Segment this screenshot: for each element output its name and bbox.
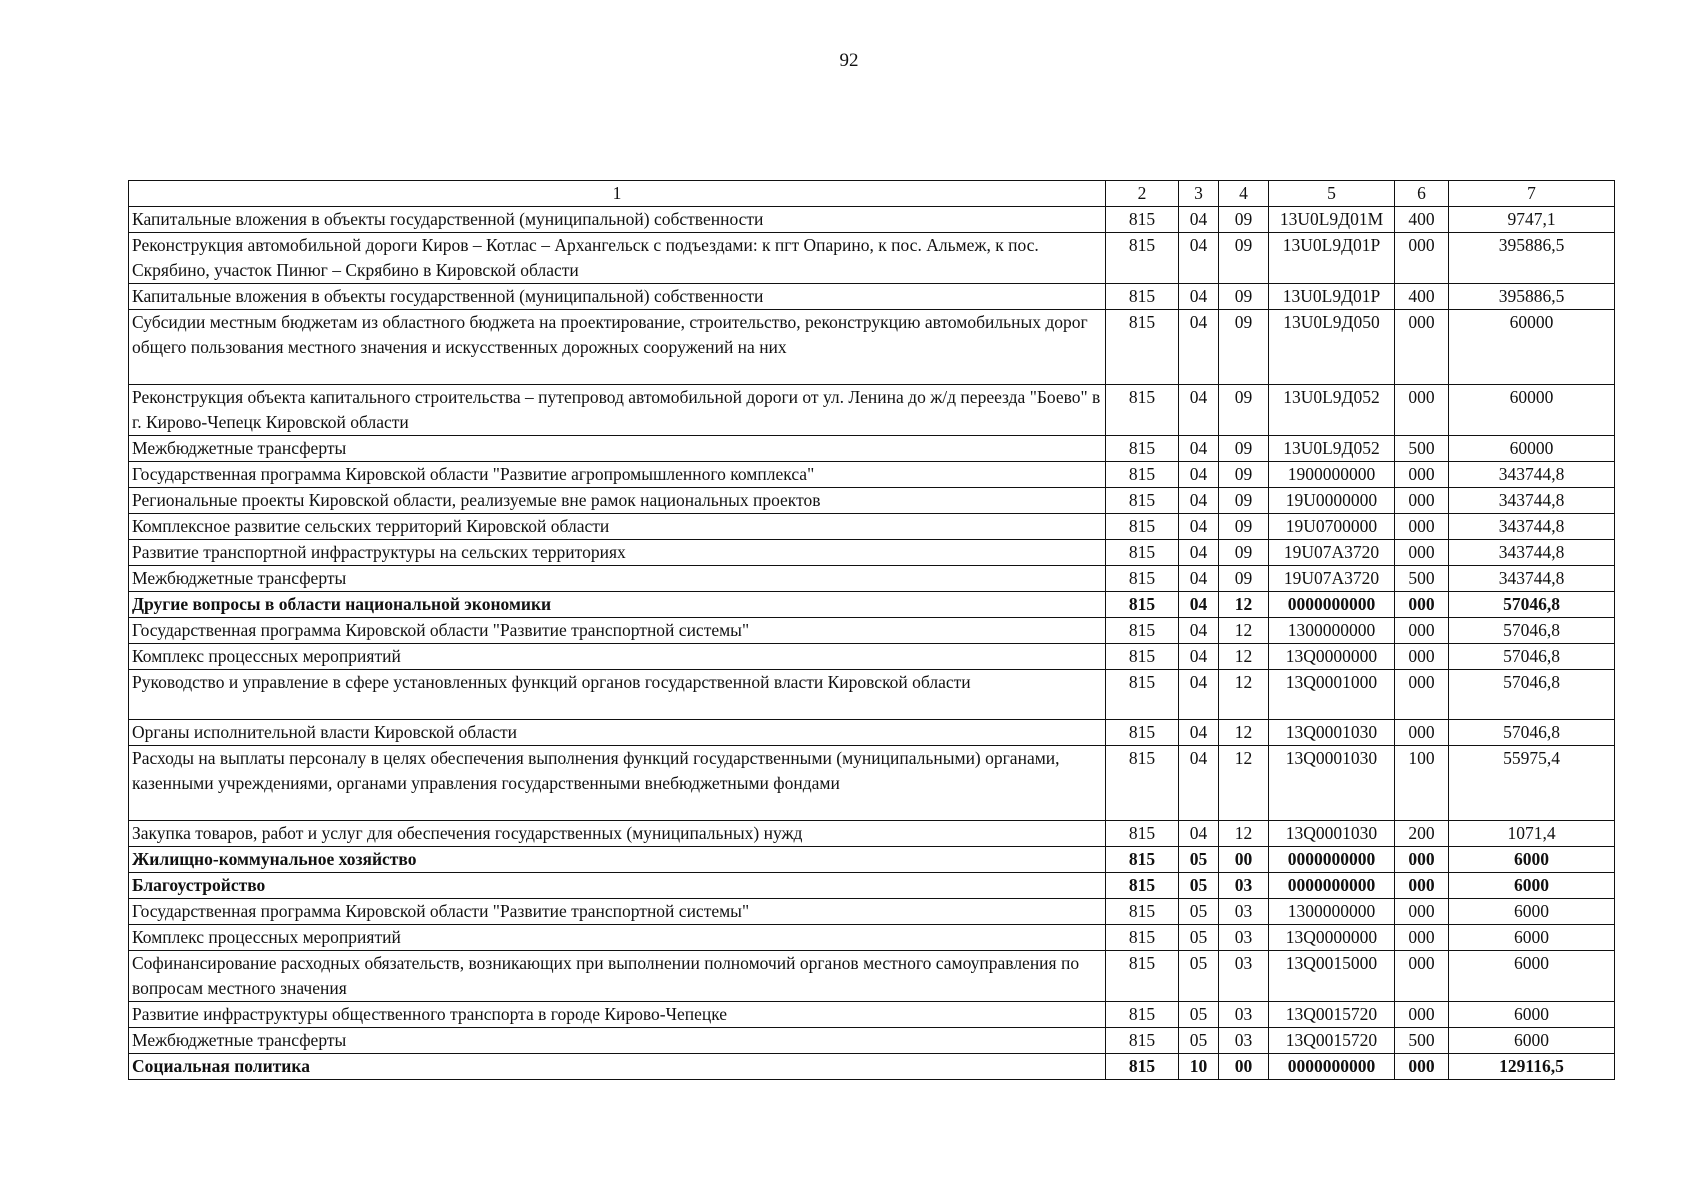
row-code-cell: 815 bbox=[1106, 592, 1179, 618]
header-cell: 5 bbox=[1269, 181, 1395, 207]
row-name-cell: Субсидии местным бюджетам из областного бюджета на проектирование, строительство, реконструкцию автомобильных дорог общего пользования местного значения и искусственных дорожных сооружений на них bbox=[129, 310, 1106, 385]
row-section-cell: 05 bbox=[1179, 873, 1219, 899]
table-row bbox=[129, 951, 1615, 1002]
row-code-cell: 815 bbox=[1106, 540, 1179, 566]
row-section-cell: 05 bbox=[1179, 847, 1219, 873]
row-section-cell: 04 bbox=[1179, 618, 1219, 644]
row-subsection-cell: 09 bbox=[1219, 566, 1269, 592]
row-target-cell: 0000000000 bbox=[1269, 592, 1395, 618]
header-cell: 7 bbox=[1449, 181, 1615, 207]
row-name-cell: Реконструкция объекта капитального строительства – путепровод автомобильной дороги от ул. Ленина до ж/д переезда "Боево" в г. Кирово-Чепецк Кировской области bbox=[129, 385, 1106, 436]
row-target-cell: 13Q0001030 bbox=[1269, 821, 1395, 847]
row-amount-cell: 60000 bbox=[1449, 436, 1615, 462]
row-code-cell: 815 bbox=[1106, 899, 1179, 925]
row-subsection-cell: 09 bbox=[1219, 233, 1269, 284]
row-subsection-cell: 03 bbox=[1219, 951, 1269, 1002]
row-code-cell: 815 bbox=[1106, 847, 1179, 873]
header-cell: 3 bbox=[1179, 181, 1219, 207]
row-amount-cell: 6000 bbox=[1449, 1028, 1615, 1054]
table-row bbox=[129, 385, 1615, 436]
row-amount-cell: 6000 bbox=[1449, 1002, 1615, 1028]
row-type-cell: 000 bbox=[1395, 847, 1449, 873]
row-name-cell: Реконструкция автомобильной дороги Киров – Котлас – Архангельск с подъездами: к пгт Опарино, к пос. Альмеж, к пос. Скрябино, участок Пинюг – Скрябино в Кировской области bbox=[129, 233, 1106, 284]
row-section-cell: 05 bbox=[1179, 1002, 1219, 1028]
row-code-cell: 815 bbox=[1106, 925, 1179, 951]
row-type-cell: 000 bbox=[1395, 514, 1449, 540]
row-section-cell: 05 bbox=[1179, 899, 1219, 925]
row-target-cell: 13U0L9Д052 bbox=[1269, 385, 1395, 436]
row-code-cell: 815 bbox=[1106, 462, 1179, 488]
row-code-cell: 815 bbox=[1106, 310, 1179, 385]
row-amount-cell: 1071,4 bbox=[1449, 821, 1615, 847]
row-name-cell: Межбюджетные трансферты bbox=[129, 566, 1106, 592]
row-type-cell: 000 bbox=[1395, 488, 1449, 514]
row-section-cell: 04 bbox=[1179, 514, 1219, 540]
row-target-cell: 13U0L9Д01М bbox=[1269, 207, 1395, 233]
row-subsection-cell: 12 bbox=[1219, 720, 1269, 746]
row-subsection-cell: 12 bbox=[1219, 592, 1269, 618]
row-amount-cell: 343744,8 bbox=[1449, 514, 1615, 540]
row-type-cell: 000 bbox=[1395, 644, 1449, 670]
row-subsection-cell: 12 bbox=[1219, 644, 1269, 670]
row-name-cell: Межбюджетные трансферты bbox=[129, 1028, 1106, 1054]
row-target-cell: 13U0L9Д050 bbox=[1269, 310, 1395, 385]
row-target-cell: 19U07A3720 bbox=[1269, 540, 1395, 566]
row-code-cell: 815 bbox=[1106, 618, 1179, 644]
row-subsection-cell: 09 bbox=[1219, 462, 1269, 488]
row-section-cell: 04 bbox=[1179, 488, 1219, 514]
row-target-cell: 0000000000 bbox=[1269, 873, 1395, 899]
row-code-cell: 815 bbox=[1106, 436, 1179, 462]
row-name-cell: Закупка товаров, работ и услуг для обеспечения государственных (муниципальных) нужд bbox=[129, 821, 1106, 847]
row-section-cell: 04 bbox=[1179, 284, 1219, 310]
row-name-cell: Развитие инфраструктуры общественного транспорта в городе Кирово-Чепецке bbox=[129, 1002, 1106, 1028]
row-amount-cell: 60000 bbox=[1449, 310, 1615, 385]
row-type-cell: 000 bbox=[1395, 540, 1449, 566]
row-subsection-cell: 09 bbox=[1219, 514, 1269, 540]
table-row bbox=[129, 746, 1615, 821]
row-amount-cell: 343744,8 bbox=[1449, 566, 1615, 592]
row-amount-cell: 57046,8 bbox=[1449, 618, 1615, 644]
row-section-cell: 05 bbox=[1179, 925, 1219, 951]
row-amount-cell: 57046,8 bbox=[1449, 720, 1615, 746]
row-code-cell: 815 bbox=[1106, 746, 1179, 821]
row-code-cell: 815 bbox=[1106, 233, 1179, 284]
row-subsection-cell: 12 bbox=[1219, 670, 1269, 720]
table-row bbox=[129, 847, 1615, 873]
table-row bbox=[129, 1028, 1615, 1054]
table-row bbox=[129, 925, 1615, 951]
row-type-cell: 000 bbox=[1395, 462, 1449, 488]
table-row bbox=[129, 284, 1615, 310]
row-name-cell: Капитальные вложения в объекты государственной (муниципальной) собственности bbox=[129, 284, 1106, 310]
table-row bbox=[129, 1054, 1615, 1080]
row-code-cell: 815 bbox=[1106, 670, 1179, 720]
table-row bbox=[129, 644, 1615, 670]
row-type-cell: 100 bbox=[1395, 746, 1449, 821]
row-code-cell: 815 bbox=[1106, 385, 1179, 436]
row-section-cell: 05 bbox=[1179, 1028, 1219, 1054]
row-type-cell: 400 bbox=[1395, 284, 1449, 310]
row-type-cell: 000 bbox=[1395, 925, 1449, 951]
row-target-cell: 13U0L9Д01Р bbox=[1269, 233, 1395, 284]
row-code-cell: 815 bbox=[1106, 566, 1179, 592]
table-row bbox=[129, 670, 1615, 720]
table-row bbox=[129, 1002, 1615, 1028]
row-target-cell: 0000000000 bbox=[1269, 1054, 1395, 1080]
row-amount-cell: 55975,4 bbox=[1449, 746, 1615, 821]
row-name-cell: Руководство и управление в сфере установленных функций органов государственной власти Кировской области bbox=[129, 670, 1106, 720]
row-name-cell: Комплекс процессных мероприятий bbox=[129, 644, 1106, 670]
row-code-cell: 815 bbox=[1106, 951, 1179, 1002]
row-code-cell: 815 bbox=[1106, 873, 1179, 899]
row-subsection-cell: 09 bbox=[1219, 310, 1269, 385]
table-row bbox=[129, 821, 1615, 847]
row-target-cell: 13U0L9Д052 bbox=[1269, 436, 1395, 462]
row-target-cell: 13Q0015720 bbox=[1269, 1002, 1395, 1028]
row-subsection-cell: 12 bbox=[1219, 618, 1269, 644]
row-name-cell: Комплекс процессных мероприятий bbox=[129, 925, 1106, 951]
row-subsection-cell: 00 bbox=[1219, 847, 1269, 873]
row-section-cell: 04 bbox=[1179, 462, 1219, 488]
row-target-cell: 13Q0000000 bbox=[1269, 644, 1395, 670]
row-type-cell: 000 bbox=[1395, 873, 1449, 899]
row-section-cell: 04 bbox=[1179, 310, 1219, 385]
row-amount-cell: 57046,8 bbox=[1449, 644, 1615, 670]
row-code-cell: 815 bbox=[1106, 720, 1179, 746]
row-target-cell: 1300000000 bbox=[1269, 618, 1395, 644]
row-target-cell: 13Q0001030 bbox=[1269, 720, 1395, 746]
row-subsection-cell: 03 bbox=[1219, 925, 1269, 951]
row-type-cell: 000 bbox=[1395, 670, 1449, 720]
row-type-cell: 000 bbox=[1395, 951, 1449, 1002]
row-subsection-cell: 09 bbox=[1219, 207, 1269, 233]
table-row bbox=[129, 873, 1615, 899]
row-section-cell: 04 bbox=[1179, 566, 1219, 592]
row-name-cell: Органы исполнительной власти Кировской области bbox=[129, 720, 1106, 746]
row-name-cell: Жилищно-коммунальное хозяйство bbox=[129, 847, 1106, 873]
header-cell: 2 bbox=[1106, 181, 1179, 207]
row-name-cell: Государственная программа Кировской области "Развитие транспортной системы" bbox=[129, 899, 1106, 925]
table-row bbox=[129, 566, 1615, 592]
row-section-cell: 04 bbox=[1179, 720, 1219, 746]
row-type-cell: 000 bbox=[1395, 233, 1449, 284]
row-target-cell: 13Q0001030 bbox=[1269, 746, 1395, 821]
table-row bbox=[129, 514, 1615, 540]
row-amount-cell: 6000 bbox=[1449, 873, 1615, 899]
header-cell: 1 bbox=[129, 181, 1106, 207]
table-row bbox=[129, 592, 1615, 618]
row-target-cell: 13Q0000000 bbox=[1269, 925, 1395, 951]
header-row bbox=[129, 181, 1615, 207]
row-type-cell: 000 bbox=[1395, 592, 1449, 618]
row-name-cell: Другие вопросы в области национальной экономики bbox=[129, 592, 1106, 618]
row-section-cell: 04 bbox=[1179, 746, 1219, 821]
table-row bbox=[129, 436, 1615, 462]
row-amount-cell: 395886,5 bbox=[1449, 284, 1615, 310]
row-subsection-cell: 03 bbox=[1219, 1028, 1269, 1054]
table-row bbox=[129, 720, 1615, 746]
row-code-cell: 815 bbox=[1106, 207, 1179, 233]
row-code-cell: 815 bbox=[1106, 644, 1179, 670]
row-target-cell: 0000000000 bbox=[1269, 847, 1395, 873]
row-section-cell: 04 bbox=[1179, 821, 1219, 847]
row-target-cell: 19U0700000 bbox=[1269, 514, 1395, 540]
row-type-cell: 000 bbox=[1395, 310, 1449, 385]
row-type-cell: 000 bbox=[1395, 1002, 1449, 1028]
row-amount-cell: 129116,5 bbox=[1449, 1054, 1615, 1080]
row-subsection-cell: 09 bbox=[1219, 488, 1269, 514]
row-type-cell: 000 bbox=[1395, 618, 1449, 644]
table-row bbox=[129, 207, 1615, 233]
row-section-cell: 10 bbox=[1179, 1054, 1219, 1080]
row-section-cell: 04 bbox=[1179, 385, 1219, 436]
row-amount-cell: 343744,8 bbox=[1449, 540, 1615, 566]
row-name-cell: Развитие транспортной инфраструктуры на сельских территориях bbox=[129, 540, 1106, 566]
row-name-cell: Капитальные вложения в объекты государственной (муниципальной) собственности bbox=[129, 207, 1106, 233]
row-target-cell: 19U07A3720 bbox=[1269, 566, 1395, 592]
row-subsection-cell: 03 bbox=[1219, 1002, 1269, 1028]
table-row bbox=[129, 488, 1615, 514]
row-name-cell: Благоустройство bbox=[129, 873, 1106, 899]
row-section-cell: 04 bbox=[1179, 233, 1219, 284]
row-section-cell: 04 bbox=[1179, 436, 1219, 462]
row-amount-cell: 57046,8 bbox=[1449, 592, 1615, 618]
row-amount-cell: 9747,1 bbox=[1449, 207, 1615, 233]
row-amount-cell: 60000 bbox=[1449, 385, 1615, 436]
row-section-cell: 04 bbox=[1179, 207, 1219, 233]
table-row bbox=[129, 540, 1615, 566]
row-name-cell: Государственная программа Кировской области "Развитие транспортной системы" bbox=[129, 618, 1106, 644]
header-cell: 6 bbox=[1395, 181, 1449, 207]
row-code-cell: 815 bbox=[1106, 1054, 1179, 1080]
row-subsection-cell: 00 bbox=[1219, 1054, 1269, 1080]
budget-table bbox=[128, 180, 1615, 1080]
row-subsection-cell: 09 bbox=[1219, 284, 1269, 310]
row-subsection-cell: 12 bbox=[1219, 746, 1269, 821]
table-row bbox=[129, 462, 1615, 488]
row-type-cell: 500 bbox=[1395, 1028, 1449, 1054]
row-amount-cell: 57046,8 bbox=[1449, 670, 1615, 720]
row-name-cell: Межбюджетные трансферты bbox=[129, 436, 1106, 462]
row-type-cell: 000 bbox=[1395, 720, 1449, 746]
row-name-cell: Государственная программа Кировской области "Развитие агропромышленного комплекса" bbox=[129, 462, 1106, 488]
page-number: 92 bbox=[839, 50, 859, 71]
row-amount-cell: 343744,8 bbox=[1449, 462, 1615, 488]
table-row bbox=[129, 233, 1615, 284]
row-target-cell: 13Q0015000 bbox=[1269, 951, 1395, 1002]
row-name-cell: Расходы на выплаты персоналу в целях обеспечения выполнения функций государственными (муниципальными) органами, казенными учреждениями, органами управления государственными внебюджетными фондами bbox=[129, 746, 1106, 821]
row-name-cell: Софинансирование расходных обязательств, возникающих при выполнении полномочий органов местного самоуправления по вопросам местного значения bbox=[129, 951, 1106, 1002]
header-cell: 4 bbox=[1219, 181, 1269, 207]
row-type-cell: 400 bbox=[1395, 207, 1449, 233]
row-amount-cell: 6000 bbox=[1449, 847, 1615, 873]
row-code-cell: 815 bbox=[1106, 1028, 1179, 1054]
row-code-cell: 815 bbox=[1106, 488, 1179, 514]
row-type-cell: 000 bbox=[1395, 1054, 1449, 1080]
row-type-cell: 000 bbox=[1395, 385, 1449, 436]
row-section-cell: 04 bbox=[1179, 670, 1219, 720]
row-type-cell: 200 bbox=[1395, 821, 1449, 847]
row-target-cell: 13Q0015720 bbox=[1269, 1028, 1395, 1054]
row-subsection-cell: 09 bbox=[1219, 436, 1269, 462]
row-type-cell: 000 bbox=[1395, 899, 1449, 925]
row-target-cell: 1300000000 bbox=[1269, 899, 1395, 925]
row-code-cell: 815 bbox=[1106, 821, 1179, 847]
row-target-cell: 1900000000 bbox=[1269, 462, 1395, 488]
table-row bbox=[129, 899, 1615, 925]
table-row bbox=[129, 310, 1615, 385]
row-code-cell: 815 bbox=[1106, 284, 1179, 310]
row-amount-cell: 6000 bbox=[1449, 925, 1615, 951]
row-amount-cell: 6000 bbox=[1449, 899, 1615, 925]
row-section-cell: 04 bbox=[1179, 644, 1219, 670]
row-type-cell: 500 bbox=[1395, 566, 1449, 592]
row-subsection-cell: 03 bbox=[1219, 899, 1269, 925]
row-name-cell: Комплексное развитие сельских территорий Кировской области bbox=[129, 514, 1106, 540]
row-target-cell: 13Q0001000 bbox=[1269, 670, 1395, 720]
row-amount-cell: 343744,8 bbox=[1449, 488, 1615, 514]
table-row bbox=[129, 618, 1615, 644]
row-subsection-cell: 03 bbox=[1219, 873, 1269, 899]
row-target-cell: 13U0L9Д01Р bbox=[1269, 284, 1395, 310]
row-code-cell: 815 bbox=[1106, 1002, 1179, 1028]
row-section-cell: 04 bbox=[1179, 592, 1219, 618]
row-code-cell: 815 bbox=[1106, 514, 1179, 540]
row-target-cell: 19U0000000 bbox=[1269, 488, 1395, 514]
row-section-cell: 05 bbox=[1179, 951, 1219, 1002]
row-section-cell: 04 bbox=[1179, 540, 1219, 566]
row-name-cell: Социальная политика bbox=[129, 1054, 1106, 1080]
row-amount-cell: 395886,5 bbox=[1449, 233, 1615, 284]
row-type-cell: 500 bbox=[1395, 436, 1449, 462]
row-amount-cell: 6000 bbox=[1449, 951, 1615, 1002]
row-subsection-cell: 09 bbox=[1219, 385, 1269, 436]
row-subsection-cell: 12 bbox=[1219, 821, 1269, 847]
row-subsection-cell: 09 bbox=[1219, 540, 1269, 566]
row-name-cell: Региональные проекты Кировской области, реализуемые вне рамок национальных проектов bbox=[129, 488, 1106, 514]
